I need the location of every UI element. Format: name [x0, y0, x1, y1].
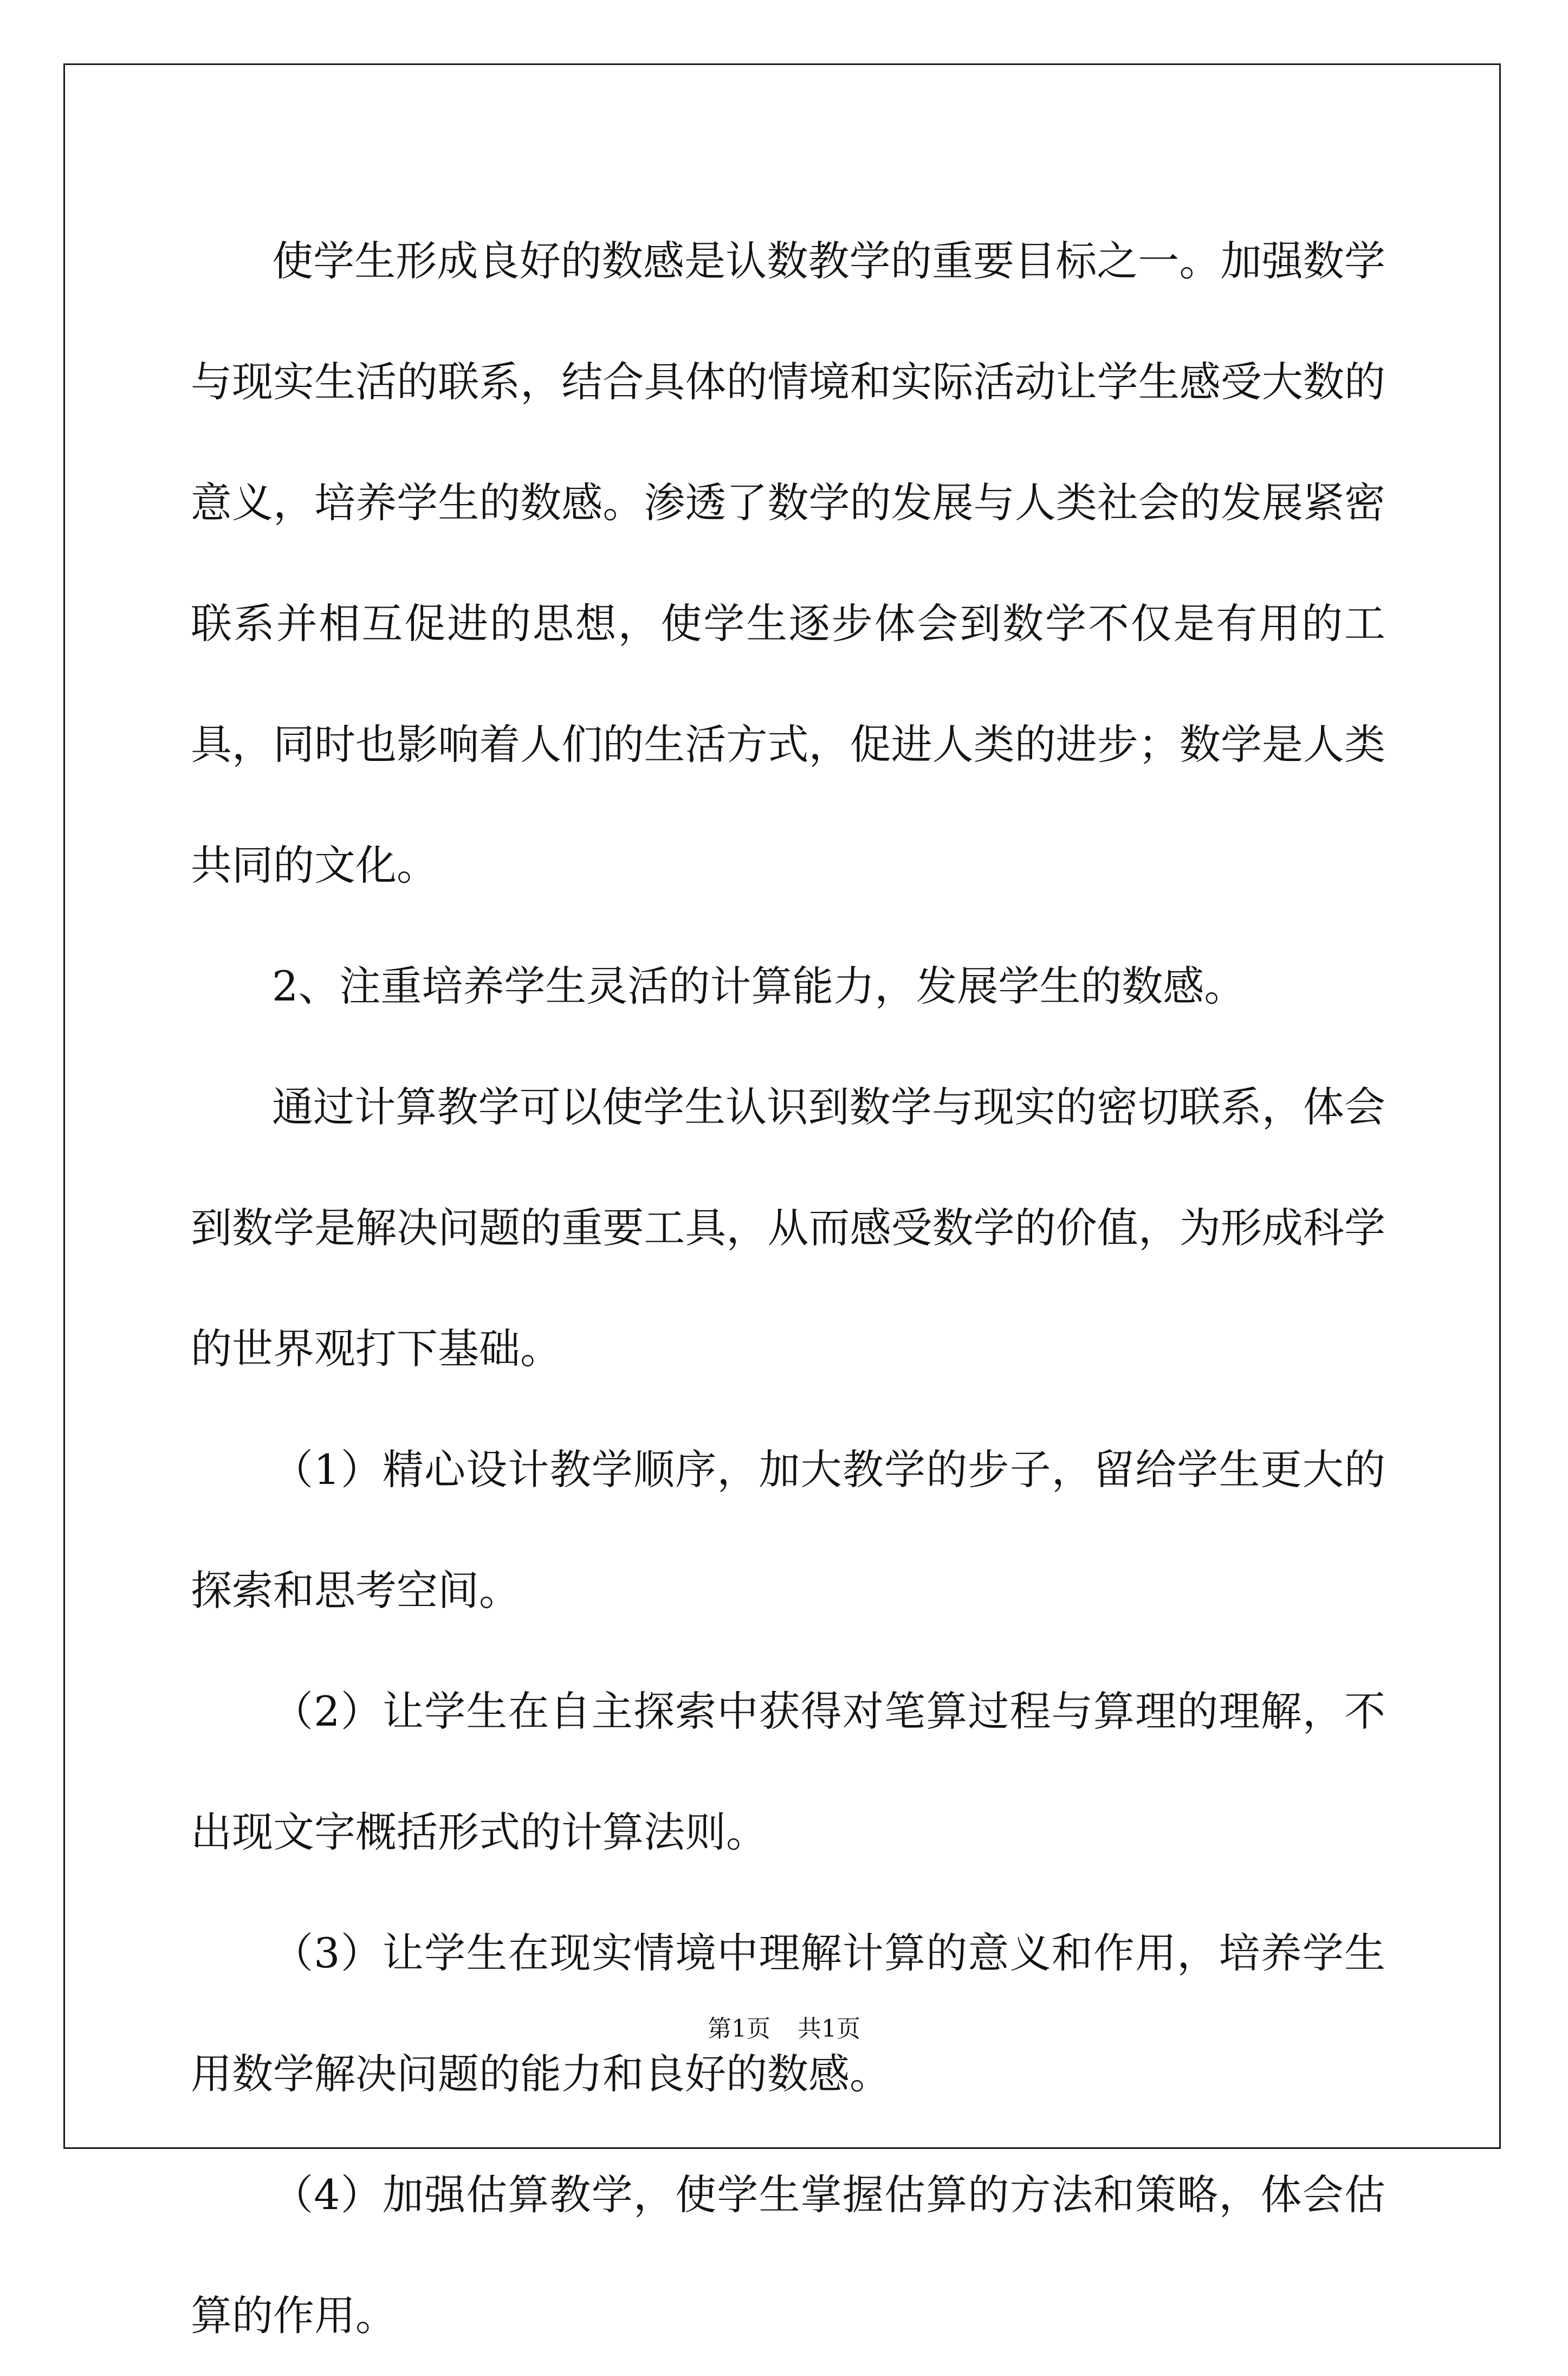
page-total: 共1页: [798, 2015, 860, 2043]
document-body: [191, 201, 1385, 2376]
page-footer: [0, 2013, 1568, 2045]
paragraph: （3）让学生在现实情境中理解计算的意义和作用，培养学生用数学解决问题的能力和良好的数感。: [191, 1929, 1385, 2098]
paragraph: （2）让学生在自主探索中获得对笔算过程与算理的理解，不出现文字概括形式的计算法则。: [191, 1687, 1385, 1856]
paragraph: 通过计算教学可以使学生认识到数学与现实的密切联系，体会到数学是解决问题的重要工具，从而感受数学的价值，为形成科学的世界观打下基础。: [191, 1083, 1385, 1373]
paragraph: （1）精心设计教学顺序，加大教学的步子，留给学生更大的探索和思考空间。: [191, 1445, 1385, 1615]
paragraph: （4）加强估算教学，使学生掌握估算的方法和策略，体会估算的作用。: [191, 2171, 1385, 2340]
paragraph: 2、注重培养学生灵活的计算能力，发展学生的数感。: [272, 962, 1246, 1010]
page-number: 第1页: [708, 2015, 770, 2043]
paragraph: 使学生形成良好的数感是认数教学的重要目标之一。加强数学与现实生活的联系，结合具体的情境和实际活动让学生感受大数的意义，培养学生的数感。渗透了数学的发展与人类社会的发展紧密联系并相互促进的思想，使学生逐步体会到数学不仅是有用的工具，同时也影响着人们的生活方式，促进人类的进步；数学是人类共同的文化。: [191, 237, 1385, 889]
